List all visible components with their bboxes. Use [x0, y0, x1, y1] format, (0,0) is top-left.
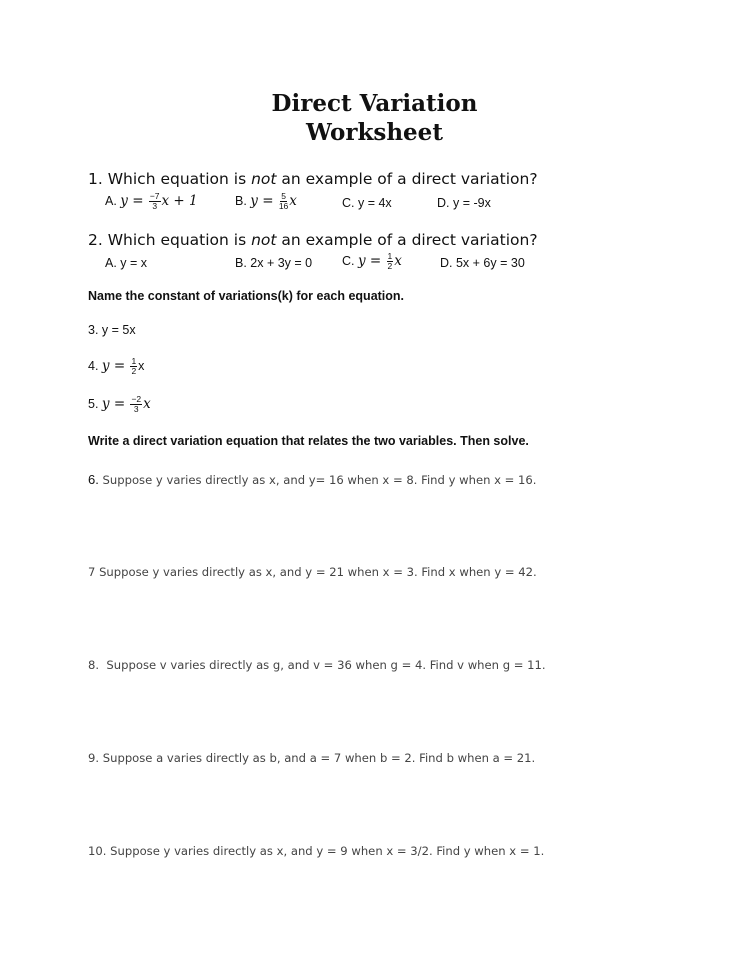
q2-option-c	[342, 252, 402, 271]
problem-number: 10.	[88, 844, 107, 858]
problem-text: Suppose y varies directly as x, and y= 16 when x = 8. Find y when x = 16.	[98, 473, 537, 487]
fraction	[149, 192, 161, 211]
question-5	[88, 395, 151, 414]
problem-text: Suppose y varies directly as x, and y = 21 when x = 3. Find x when y = 42.	[95, 565, 537, 579]
question-1	[88, 170, 538, 188]
problem-9	[88, 751, 535, 765]
q1-option-a	[105, 192, 198, 211]
problem-number: 9.	[88, 751, 100, 765]
denominator: 3	[133, 404, 139, 414]
option-label: B.	[235, 194, 251, 208]
math: x	[138, 358, 145, 373]
option-label: A.	[105, 194, 121, 208]
problem-8	[88, 658, 546, 672]
denominator: 2	[387, 261, 393, 271]
fraction	[279, 192, 288, 211]
q1-option-c: C. y = 4x	[342, 196, 392, 210]
math: y =	[120, 193, 148, 209]
denominator: 3	[152, 201, 158, 211]
question-text: 1. Which equation is	[88, 170, 252, 188]
question-text: 2. Which equation is	[88, 231, 252, 249]
fraction	[387, 252, 394, 271]
problem-10	[88, 844, 544, 858]
q1-option-d: D. y = -9x	[437, 196, 491, 210]
problem-number: 6.	[88, 472, 99, 487]
question-text: an example of a direct variation?	[276, 231, 538, 249]
problem-text: Suppose v varies directly as g, and v = 36 when g = 4. Find v when g = 11.	[99, 658, 546, 672]
math: y =	[357, 253, 386, 269]
fraction	[130, 357, 137, 376]
denominator: 2	[131, 366, 137, 376]
question-number: 4.	[88, 358, 102, 373]
question-3: 3. y = 5x	[88, 323, 136, 337]
problem-7	[88, 565, 537, 579]
emphasis: not	[251, 170, 277, 188]
math: y =	[101, 396, 130, 412]
problem-number: 8.	[88, 658, 100, 672]
problem-6	[88, 472, 537, 487]
denominator: 16	[278, 201, 289, 211]
problem-text: Suppose a varies directly as b, and a = 7 when b = 2. Find b when a = 21.	[99, 751, 536, 765]
numerator: 1	[131, 356, 137, 366]
problem-number: 7	[88, 565, 96, 579]
emphasis: not	[251, 231, 277, 249]
numerator: 1	[387, 251, 393, 261]
q1-option-b	[235, 192, 297, 211]
section-heading-constant: Name the constant of variations(k) for each equation.	[88, 289, 405, 303]
option-label: C.	[342, 254, 358, 268]
worksheet-title-line2: Worksheet	[306, 119, 443, 146]
numerator: 5	[281, 191, 286, 201]
math: y =	[250, 193, 278, 209]
q2-option-a: A. y = x	[105, 256, 148, 270]
question-4	[88, 357, 144, 376]
math: y =	[101, 357, 130, 374]
question-2	[88, 231, 538, 249]
fraction	[130, 395, 142, 414]
q2-option-b: B. 2x + 3y = 0	[235, 256, 313, 270]
worksheet-title-line1: Direct Variation	[271, 90, 478, 117]
math: x	[143, 396, 151, 412]
math: x	[394, 253, 402, 269]
question-number: 5.	[88, 397, 102, 411]
numerator: −7	[149, 191, 160, 201]
section-heading-equation: Write a direct variation equation that relates the two variables. Then solve.	[88, 434, 529, 448]
math: x	[289, 193, 297, 209]
numerator: −2	[131, 394, 142, 404]
question-text: an example of a direct variation?	[276, 170, 538, 188]
math: x + 1	[161, 193, 198, 209]
q2-option-d: D. 5x + 6y = 30	[440, 256, 525, 270]
problem-text: Suppose y varies directly as x, and y = 9 when x = 3/2. Find y when x = 1.	[106, 844, 545, 858]
